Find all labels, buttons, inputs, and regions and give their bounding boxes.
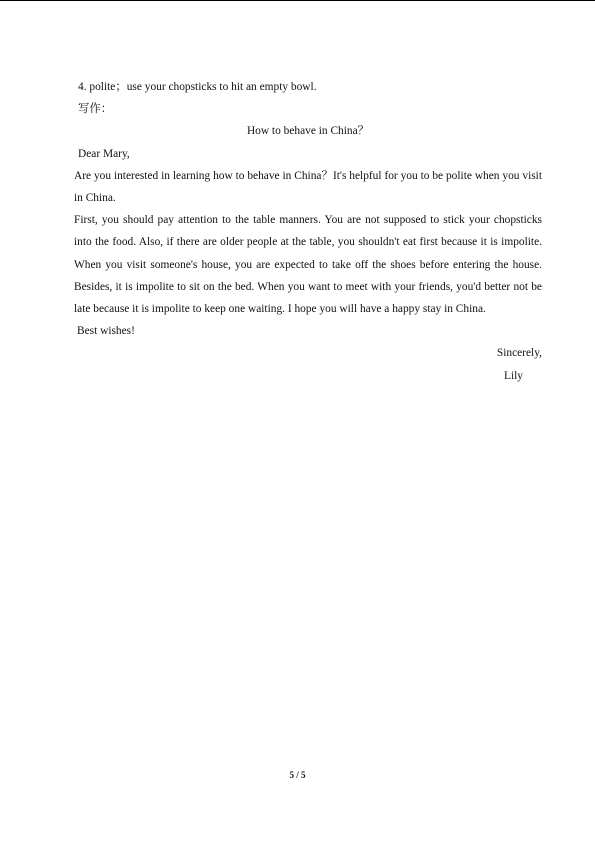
essay-title: How to behave in China？ — [246, 125, 370, 138]
exercise-item-4: 4. polite；use your chopsticks to hit an empty bowl. — [78, 81, 317, 93]
letter-paragraph-1: Are you interested in learning how to behave in China？It's helpful for you to be polite when you visit in China. — [74, 169, 542, 205]
letter-paragraph-2: First, you should pay attention to the table manners. You are not supposed to stick your chopsticks into the food. Also, if there are older people at the table, you shouldn't eat first because it is impolite. When you visit someone's house, you are expected to take off the shoes before entering the house. Besides, it is impolite to sit on the bed. When you want to meet with your friends, you'd better not be late because it is impolite to keep one waiting. I hope you will have a happy stay in China. — [74, 214, 542, 316]
header-rule — [0, 0, 595, 1]
letter-sign-off: Sincerely, — [496, 347, 542, 360]
writing-section-label: 写作： — [78, 103, 113, 116]
letter-greeting: Dear Mary, — [78, 147, 130, 160]
document-body — [74, 76, 542, 387]
letter-closing-wish: Best wishes! — [77, 325, 135, 338]
page-number: 5 / 5 — [289, 770, 306, 780]
letter-signature: Lily — [504, 369, 523, 382]
